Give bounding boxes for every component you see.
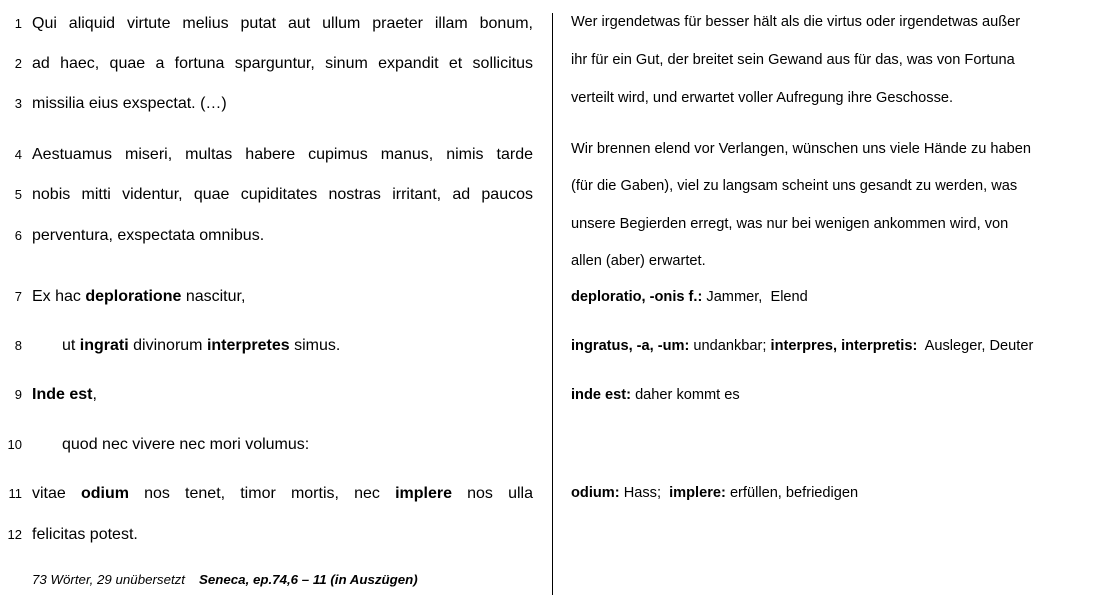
vocab-highlight: implere xyxy=(395,485,452,502)
text-segment: nos tenet, timor mortis, nec xyxy=(128,485,396,502)
translation-line: (für die Gaben), viel zu langsam scheint uns gesandt zu werden, was xyxy=(571,178,1018,194)
vocab-term: ingratus, -a, -um: xyxy=(571,338,690,354)
line-number: 2 xyxy=(14,56,22,71)
vocab-term: deploratio, -onis f.: xyxy=(571,289,703,305)
translation-line: Wer irgendetwas für besser hält als die virtus oder irgendetwas außer xyxy=(571,14,1021,30)
line-number: 11 xyxy=(8,486,22,501)
text-segment: nascitur, xyxy=(181,288,246,305)
latin-line-12 xyxy=(32,525,138,545)
line-number: 7 xyxy=(14,289,22,304)
vocab-entry-inde-est xyxy=(571,385,740,405)
translation-line: Wir brennen elend vor Verlangen, wünschen uns viele Hände zu haben xyxy=(571,141,1032,157)
line-number: 8 xyxy=(14,338,22,353)
line-number: 3 xyxy=(14,96,22,111)
latin-line-11 xyxy=(32,484,533,504)
vocab-term: odium: xyxy=(571,485,620,501)
latin-line-2 xyxy=(32,54,533,74)
vocab-entry-odium xyxy=(571,483,858,503)
latin-line-8 xyxy=(62,336,340,356)
text-segment: simus. xyxy=(289,337,341,354)
latin-line-7 xyxy=(32,287,245,307)
text-segment: missilia eius exspectat. (…) xyxy=(32,95,227,112)
latin-line-4 xyxy=(32,145,533,165)
text-segment: felicitas potest. xyxy=(32,526,138,543)
vocab-meaning: Jammer, Elend xyxy=(702,289,808,305)
word-count: 73 Wörter, 29 unübersetzt xyxy=(32,572,185,587)
translation-line: verteilt wird, und erwartet voller Aufregung ihre Geschosse. xyxy=(571,90,954,106)
text-segment: vitae xyxy=(32,485,81,502)
latin-line-5 xyxy=(32,185,533,205)
latin-line-10 xyxy=(62,435,309,455)
text-segment: Aestuamus miseri, multas habere cupimus manus, nimis tarde xyxy=(32,146,533,163)
latin-line-9 xyxy=(32,385,97,405)
vocab-entry-ingratus xyxy=(571,336,1033,356)
vocab-meaning: Hass; xyxy=(619,485,670,501)
vocab-term: interpres, interpretis: xyxy=(770,338,918,354)
text-segment: nobis mitti videntur, quae cupiditates nostras irritant, ad paucos xyxy=(32,186,533,203)
vocab-highlight: interpretes xyxy=(206,337,290,354)
text-segment: Qui aliquid virtute melius putat aut ullum praeter illam bonum, xyxy=(32,15,533,32)
vocab-meaning: daher kommt es xyxy=(631,387,740,403)
line-number: 4 xyxy=(14,147,22,162)
vocab-highlight: odium xyxy=(80,485,129,502)
text-segment: ad haec, quae a fortuna sparguntur, sinum expandit et sollicitus xyxy=(32,55,533,72)
vocab-meaning: Ausleger, Deuter xyxy=(917,338,1034,354)
latin-line-1 xyxy=(32,14,533,34)
translation-line: allen (aber) erwartet. xyxy=(571,253,706,269)
text-segment: ut xyxy=(62,337,80,354)
line-number: 6 xyxy=(14,228,22,243)
text-segment: perventura, exspectata omnibus. xyxy=(32,227,265,244)
vocab-term: inde est: xyxy=(571,387,632,403)
text-segment: , xyxy=(92,386,97,403)
latin-line-6 xyxy=(32,226,264,246)
line-number: 10 xyxy=(7,437,22,452)
vocab-meaning: undankbar; xyxy=(689,338,771,354)
line-number: 1 xyxy=(14,16,22,31)
text-segment: divinorum xyxy=(128,337,207,354)
text-segment: nos ulla xyxy=(451,485,533,502)
line-number: 5 xyxy=(14,187,22,202)
column-divider xyxy=(552,13,553,595)
vocab-term: implere: xyxy=(669,485,726,501)
translation-line: ihr für ein Gut, der breitet sein Gewand aus für das, was von Fortuna xyxy=(571,52,1015,68)
footer xyxy=(32,572,418,587)
vocab-highlight: ingrati xyxy=(79,337,129,354)
vocab-highlight: deploratione xyxy=(85,288,182,305)
line-number: 9 xyxy=(14,387,22,402)
line-number: 12 xyxy=(7,527,22,542)
text-segment: quod nec vivere nec mori volumus: xyxy=(62,436,310,453)
vocab-entry-deploratio xyxy=(571,287,808,307)
vocab-highlight: Inde est xyxy=(32,386,93,403)
text-segment: Ex hac xyxy=(32,288,86,305)
latin-line-3 xyxy=(32,94,227,114)
translation-line: unsere Begierden erregt, was nur bei wenigen ankommen wird, von xyxy=(571,216,1009,232)
vocab-meaning: erfüllen, befriedigen xyxy=(725,485,859,501)
source-citation: Seneca, ep.74,6 – 11 (in Auszügen) xyxy=(199,572,418,587)
